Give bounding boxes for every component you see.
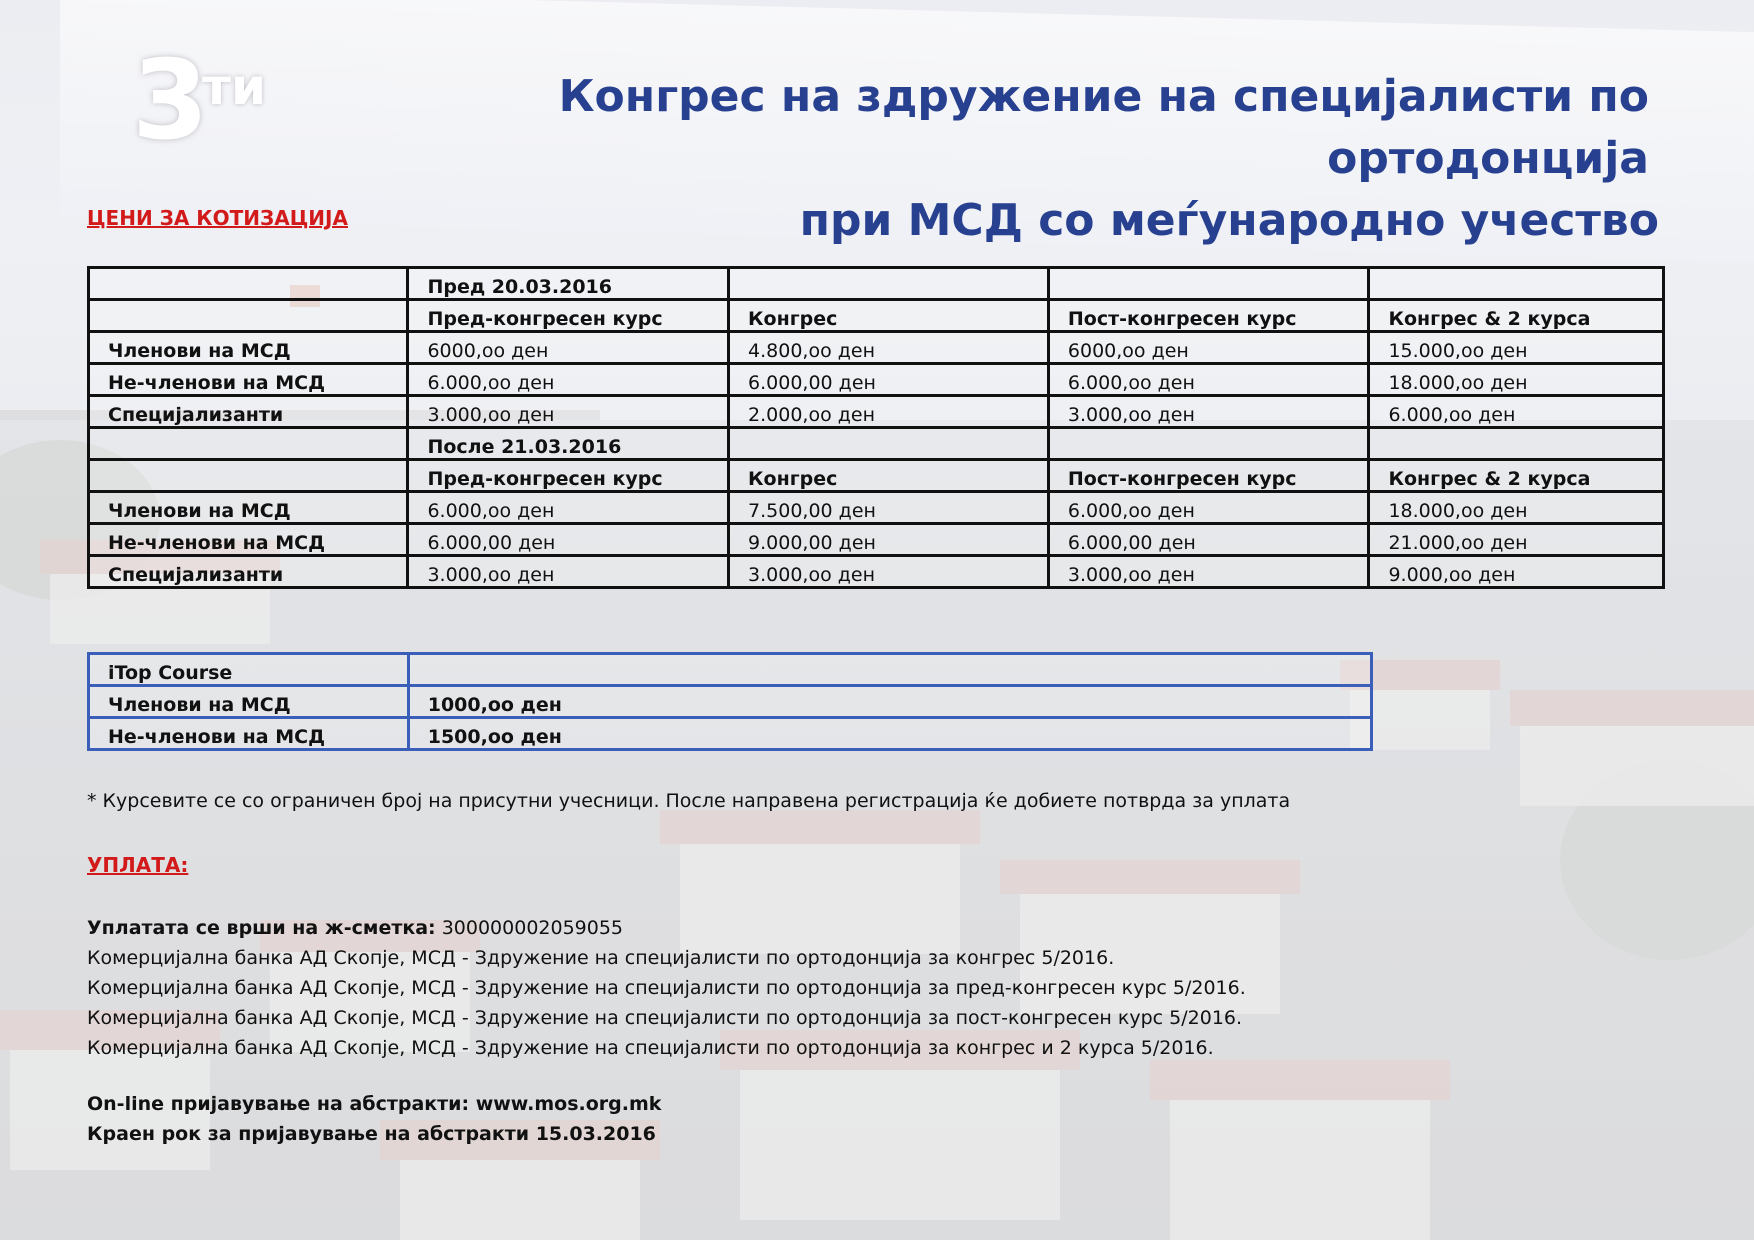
column-header: Конгрес & 2 курса <box>1369 300 1664 332</box>
price-cell: 9.000,оо ден <box>1369 556 1664 588</box>
table-row <box>89 396 1664 428</box>
table-row <box>89 718 1372 750</box>
column-header-row <box>89 300 1664 332</box>
price-cell: 3.000,оо ден <box>1048 556 1369 588</box>
price-cell: 6000,оо ден <box>1048 332 1369 364</box>
price-cell: 1000,оо ден <box>408 686 1371 718</box>
period-row <box>89 428 1664 460</box>
price-cell: 9.000,00 ден <box>729 524 1049 556</box>
title-line-2: при МСД со меѓународно учество <box>799 195 1659 246</box>
price-cell: 4.800,оо ден <box>729 332 1049 364</box>
row-category: Специјализанти <box>89 396 408 428</box>
row-category: Членови на МСД <box>89 686 409 718</box>
row-category: Специјализанти <box>89 556 408 588</box>
itop-course-table <box>87 652 1373 751</box>
period-label: Пред 20.03.2016 <box>408 268 729 300</box>
online-abstracts-line: On-line пријавување на абстракти: www.mos.org.mk <box>87 1093 662 1115</box>
row-category: Не-членови на МСД <box>89 364 408 396</box>
price-cell: 3.000,оо ден <box>729 556 1049 588</box>
column-header: Пост-конгресен курс <box>1048 300 1369 332</box>
pricing-heading: ЦЕНИ ЗА КОТИЗАЦИЈА <box>87 206 348 230</box>
account-line <box>87 913 1246 943</box>
payment-details <box>87 913 1246 1063</box>
account-label: Уплатата се врши на ж-сметка: <box>87 917 436 939</box>
edition-suffix: ти <box>202 58 267 116</box>
price-cell: 6.000,00 ден <box>1048 524 1369 556</box>
payment-line: Комерцијална банка АД Скопје, МСД - Здружение на специјалисти по ортодонција за пост-конгресен курс 5/2016. <box>87 1007 1243 1029</box>
price-cell: 3.000,оо ден <box>1048 396 1369 428</box>
payment-line: Комерцијална банка АД Скопје, МСД - Здружение на специјалисти по ортодонција за конгрес 5/2016. <box>87 947 1115 969</box>
title-line-1: Конгрес на здружение на специјалисти по ортодонција <box>558 71 1649 184</box>
period-row <box>89 268 1664 300</box>
price-cell: 6.000,оо ден <box>1048 364 1369 396</box>
column-header: Конгрес & 2 курса <box>1369 460 1664 492</box>
price-cell: 6.000,оо ден <box>408 364 729 396</box>
column-header-row <box>89 460 1664 492</box>
column-header: Пост-конгресен курс <box>1048 460 1369 492</box>
price-cell: 7.500,00 ден <box>729 492 1049 524</box>
price-cell: 18.000,оо ден <box>1369 364 1664 396</box>
column-header: Конгрес <box>729 300 1049 332</box>
abstracts-deadline: Краен рок за пријавување на абстракти 15.03.2016 <box>87 1123 656 1145</box>
table-row <box>89 524 1664 556</box>
courses-note: * Курсевите се со ограничен број на присутни учесници. После направена регистрација ќе добиете потврда за уплата <box>87 790 1291 812</box>
price-cell: 18.000,оо ден <box>1369 492 1664 524</box>
table-row <box>89 364 1664 396</box>
price-cell: 15.000,оо ден <box>1369 332 1664 364</box>
price-cell: 6.000,00 ден <box>729 364 1049 396</box>
price-cell: 3.000,оо ден <box>408 396 729 428</box>
price-cell: 6.000,оо ден <box>1369 396 1664 428</box>
payment-line: Комерцијална банка АД Скопје, МСД - Здружение на специјалисти по ортодонција за конгрес и 2 курса 5/2016. <box>87 1037 1214 1059</box>
itop-title-row <box>89 654 1372 686</box>
price-cell: 6.000,оо ден <box>1048 492 1369 524</box>
edition-number: 3 <box>132 36 209 164</box>
row-category: Членови на МСД <box>89 332 408 364</box>
price-cell: 6.000,00 ден <box>408 524 729 556</box>
itop-title: iTop Course <box>89 654 409 686</box>
table-row <box>89 556 1664 588</box>
period-label: После 21.03.2016 <box>408 428 729 460</box>
pricing-table <box>87 266 1665 589</box>
column-header: Пред-конгресен курс <box>408 460 729 492</box>
row-category: Не-членови на МСД <box>89 524 408 556</box>
price-cell: 6000,оо ден <box>408 332 729 364</box>
payment-line: Комерцијална банка АД Скопје, МСД - Здружение на специјалисти по ортодонција за пред-конгресен курс 5/2016. <box>87 977 1246 999</box>
payment-heading: УПЛАТА: <box>87 853 189 877</box>
account-number: 300000002059055 <box>435 917 624 939</box>
page-title <box>259 66 1659 252</box>
price-cell: 1500,оо ден <box>408 718 1371 750</box>
column-header: Пред-конгресен курс <box>408 300 729 332</box>
table-row <box>89 492 1664 524</box>
table-row <box>89 332 1664 364</box>
price-cell: 21.000,оо ден <box>1369 524 1664 556</box>
abstracts-info <box>87 1089 661 1149</box>
column-header: Конгрес <box>729 460 1049 492</box>
price-cell: 3.000,оо ден <box>408 556 729 588</box>
row-category: Не-членови на МСД <box>89 718 409 750</box>
table-row <box>89 686 1372 718</box>
row-category: Членови на МСД <box>89 492 408 524</box>
price-cell: 6.000,оо ден <box>408 492 729 524</box>
price-cell: 2.000,оо ден <box>729 396 1049 428</box>
